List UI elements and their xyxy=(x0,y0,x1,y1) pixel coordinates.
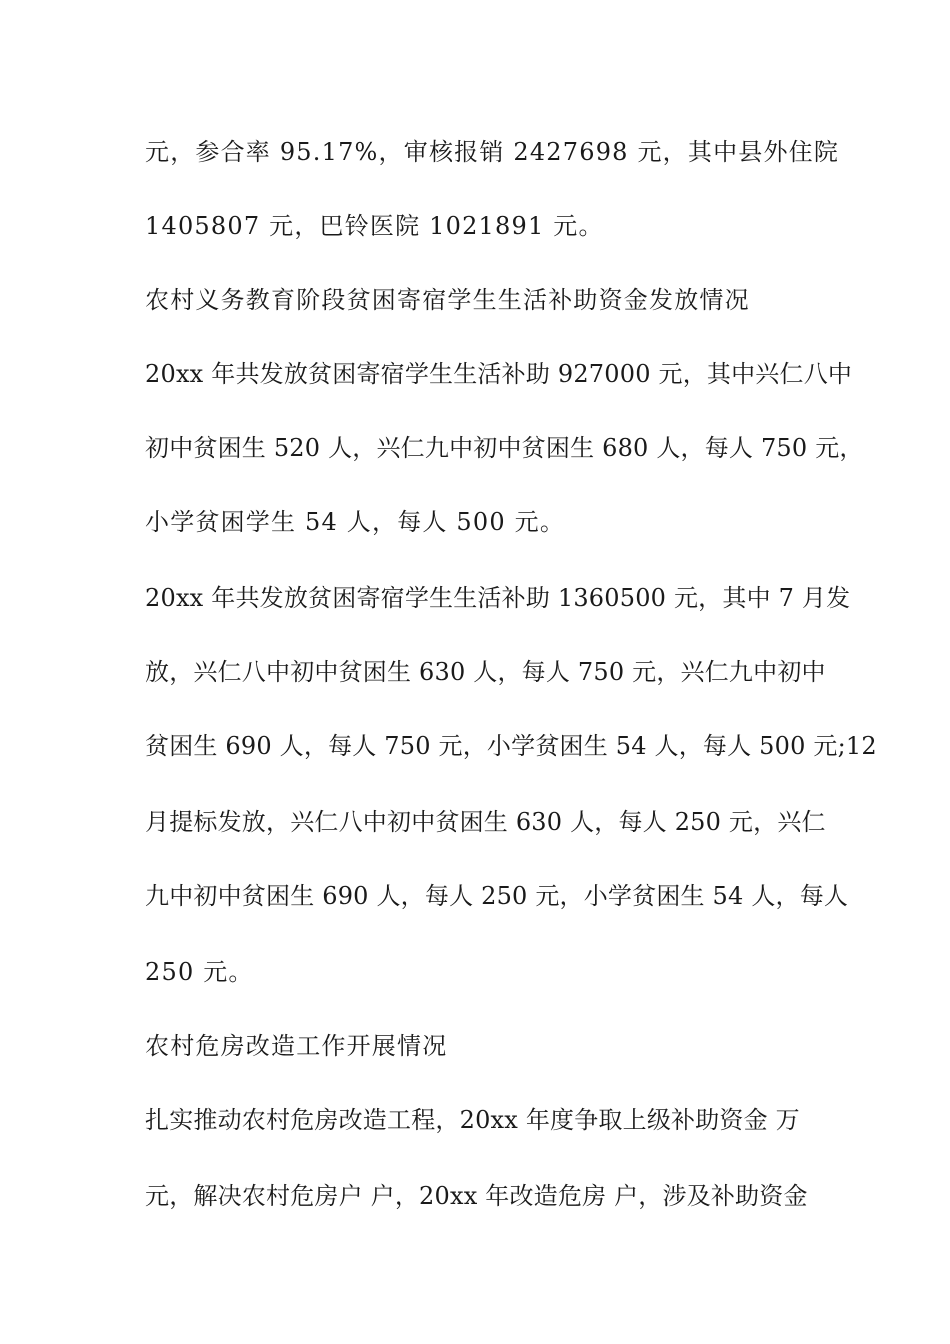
paragraph-line: 初中贫困生 520 人，兴仁九中初中贫困生 680 人，每人 750 元， xyxy=(145,434,864,462)
paragraph-line: 扎实推动农村危房改造工程，20xx 年度争取上级补助资金 万 xyxy=(145,1106,800,1134)
paragraph-line: 20xx 年共发放贫困寄宿学生生活补助 1360500 元，其中 7 月发 xyxy=(145,584,851,612)
paragraph-line: 九中初中贫困生 690 人，每人 250 元，小学贫困生 54 人，每人 xyxy=(145,882,849,910)
section-heading: 农村危房改造工作开展情况 xyxy=(145,1032,448,1060)
paragraph-line: 20xx 年共发放贫困寄宿学生生活补助 927000 元，其中兴仁八中 xyxy=(145,360,853,388)
paragraph-line: 元，参合率 95.17%，审核报销 2427698 元，其中县外住院 xyxy=(145,138,840,166)
paragraph-line: 小学贫困学生 54 人，每人 500 元。 xyxy=(145,508,566,536)
paragraph-line: 放，兴仁八中初中贫困生 630 人，每人 750 元，兴仁九中初中 xyxy=(145,658,826,686)
paragraph-line: 1405807 元，巴铃医院 1021891 元。 xyxy=(145,212,604,240)
paragraph-line: 250 元。 xyxy=(145,958,254,986)
section-heading: 农村义务教育阶段贫困寄宿学生生活补助资金发放情况 xyxy=(145,286,750,314)
paragraph-line: 贫困生 690 人，每人 750 元，小学贫困生 54 人，每人 500 元;12 xyxy=(145,732,877,760)
paragraph-line: 元，解决农村危房户 户，20xx 年改造危房 户，涉及补助资金 xyxy=(145,1182,808,1210)
paragraph-line: 月提标发放，兴仁八中初中贫困生 630 人，每人 250 元，兴仁 xyxy=(145,808,826,836)
